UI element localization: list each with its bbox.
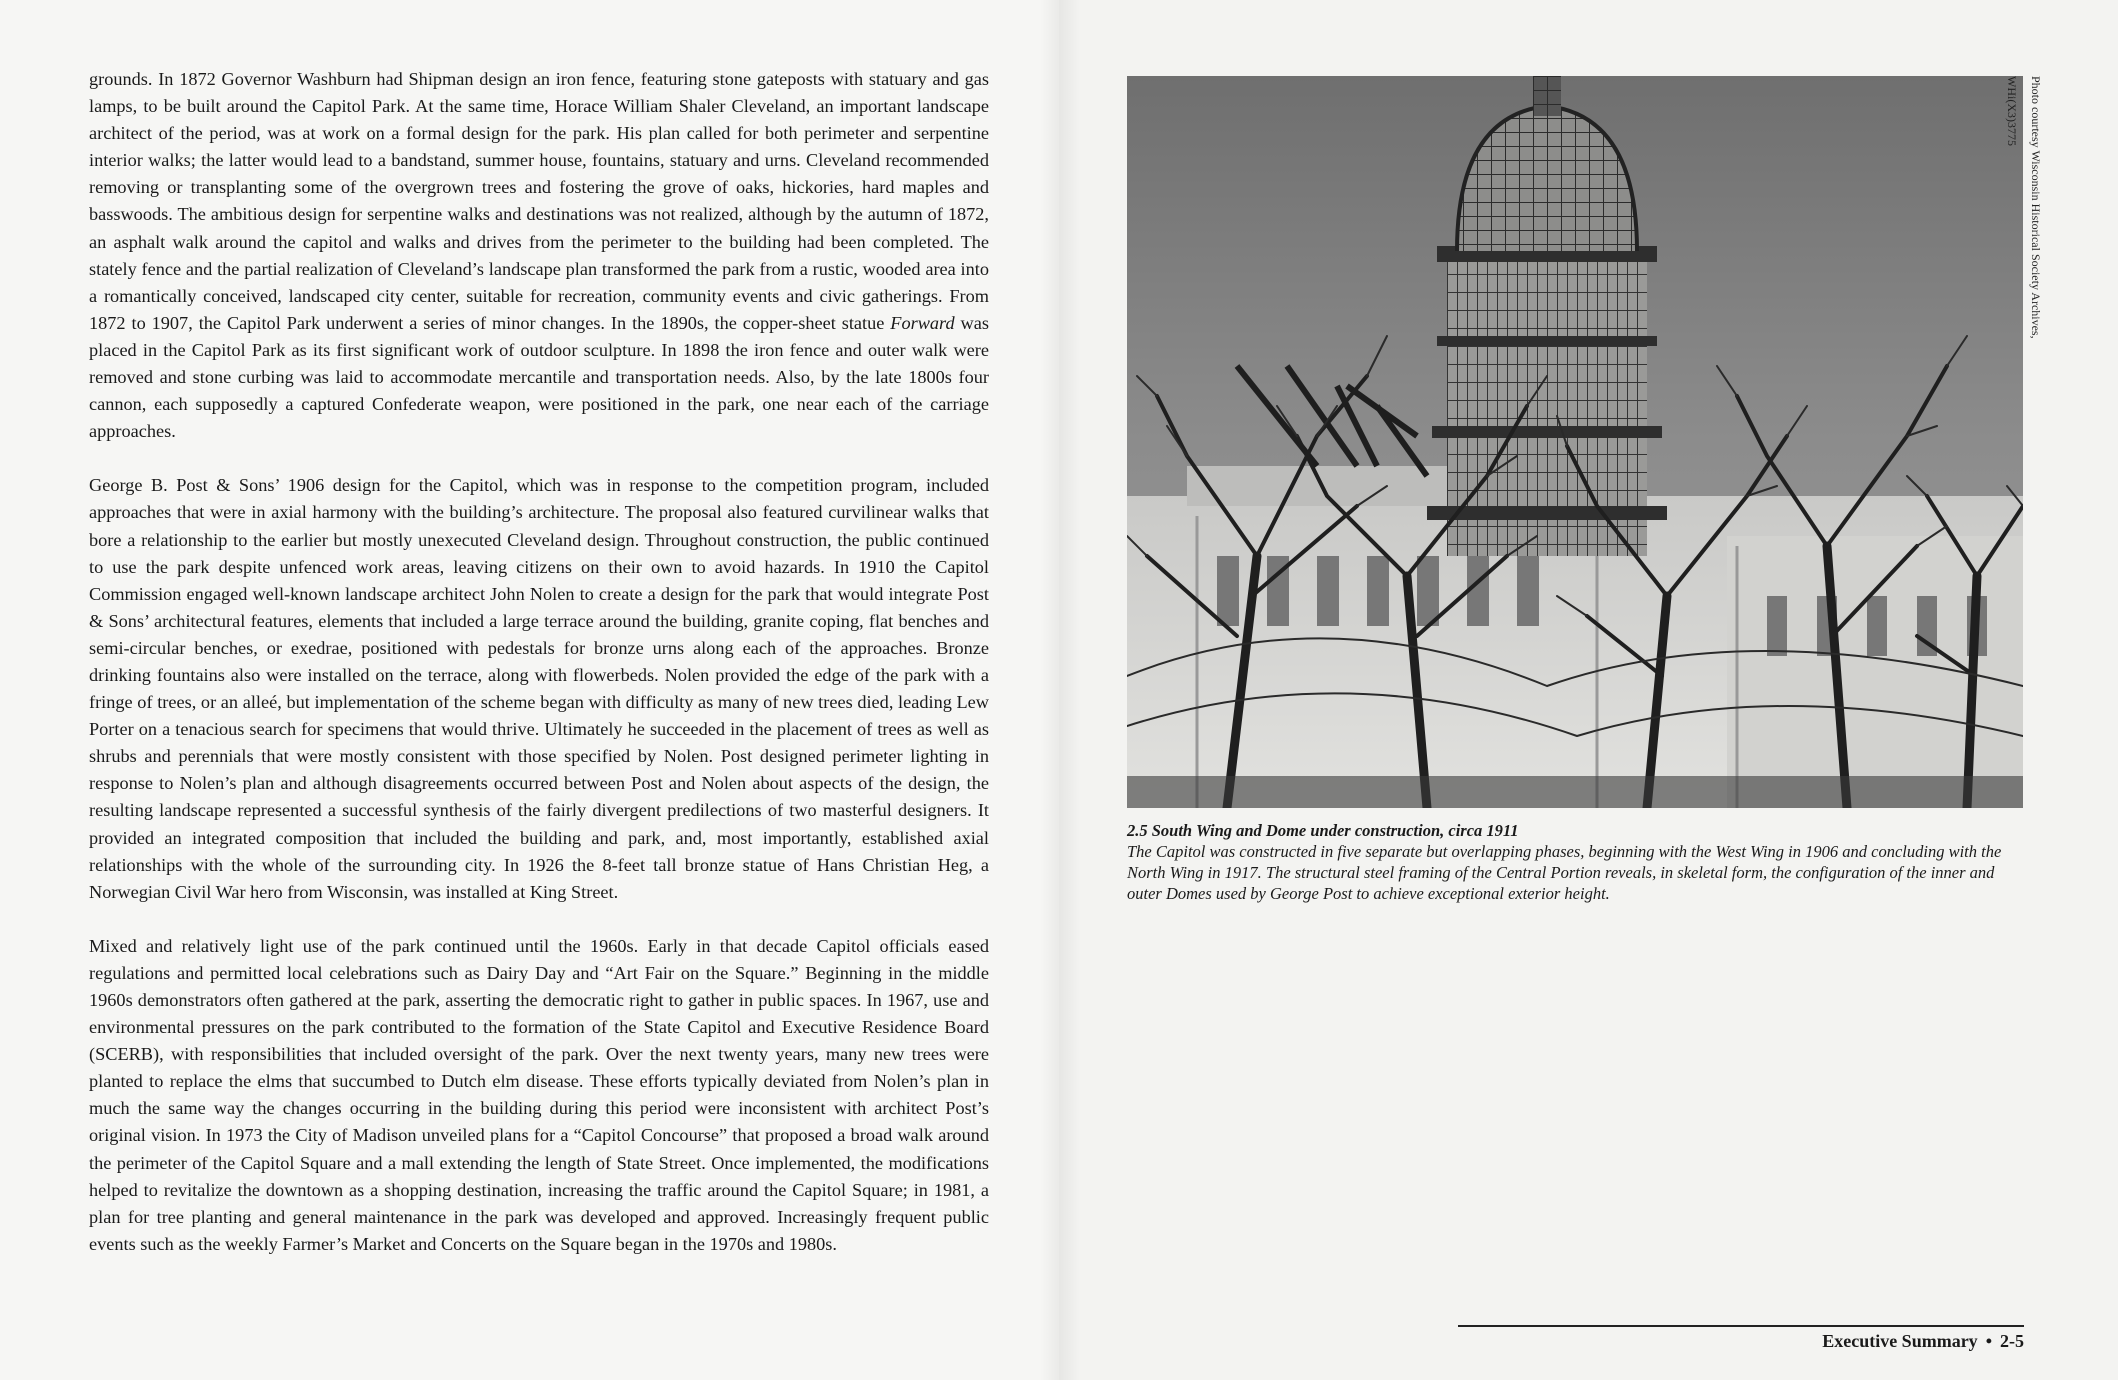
page-footer [1458,1331,2024,1352]
body-text [89,66,989,1285]
footer-section: Executive Summary [1822,1331,1978,1351]
footer-bullet: • [1985,1331,1992,1351]
page-number: 2-5 [2000,1331,2024,1351]
paragraph-3: Mixed and relatively light use of the park continued until the 1960s. Early in that decade Capitol officials eased regulations and permitted local celebrations such as Dairy Day and “Art Fair on the Square.” Beginning in the middle 1960s demonstrators often gathered at the park, asserting the democratic right to gather in public spaces. In 1967, use and environmental pressures on the park contributed to the formation of the State Capitol and Executive Residence Board (SCERB), with responsibilities that included oversight of the park. Over the next twenty years, many new trees were planted to replace the elms that succumbed to Dutch elm disease. These efforts typically deviated from Nolen’s plan in much the same way the changes occurring in the building during this period were inconsistent with architect Post’s original vision. In 1973 the City of Madison unveiled plans for a “Capitol Concourse” that proposed a broad walk around the perimeter of the Capitol Square and a mall extending the length of State Street. Once implemented, the modifications helped to revitalize the downtown as a shopping destination, increasing the traffic around the Capitol Square; in 1981, a plan for tree planting and general maintenance in the park was developed and approved. Increasingly frequent public events such as the weekly Farmer’s Market and Concerts on the Square began in the 1970s and 1980s. [89,935,989,1254]
bleed-through-text [1110,900,2020,1260]
foreground-shadow [1127,776,2023,808]
photo-illustration [1127,76,2023,808]
paragraph-2: George B. Post & Sons’ 1906 design for the Capitol, which was in response to the competition program, included approaches that were in axial harmony with the building’s architecture. The proposal also featured curvilinear walks that bore a relationship to the earlier but mostly unexecuted Cleveland design. Throughout construction, the public continued to use the park despite unfenced work areas, leaving citizens on their own to avoid hazards. In 1910 the Capitol Commission engaged well-known landscape architect John Nolen to create a design for the park that would integrate Post & Sons’ architectural features, elements that included a large terrace around the building, granite coping, flat benches and semi-circular benches, or exedrae, positioned with pedestals for bronze urns along each of the approaches. Bronze drinking fountains also were installed on the terrace, along with flowerbeds. Nolen provided the edge of the park with a fringe of trees, or an alleé, but implementation of the scheme began with difficulty as many of new trees died, leading Lew Porter on a tenacious search for specimens that would thrive. Ultimately he succeeded in the placement of trees as well as shrubs and perennials that were mostly consistent with those specified by Nolen. Post designed perimeter lighting in response to Nolen’s plan and although disagreements occurred between Post and Nolen about aspects of the design, the resulting landscape represented a successful synthesis of the fairly divergent predilections of two masterful designers. It provided an integrated composition that included the building and park, and, most importantly, established axial relationships with the whole of the surrounding city. In 1926 the 8-feet tall bronze statue of Hans Christian Heg, a Norwegian Civil War hero from Wisconsin, was installed at King Street. [89,475,989,902]
caption-body: The Capitol was constructed in five separate but overlapping phases, beginning with the West Wing in 1906 and concluding with the North Wing in 1917. The structural steel framing of the Central Portion reveals, in skeletal form, the configuration of the inner and outer Domes used by George Post to achieve exceptional exterior height. [1127,842,2002,903]
statue-title-forward: Forward [890,312,955,333]
photo-credit: Photo courtesy Wisconsin Historical Society Archives, WHi(X3)3775 [2005,76,2043,339]
caption-title: 2.5 South Wing and Dome under construction, circa 1911 [1127,821,1519,840]
footer-rule [1458,1325,2024,1327]
paragraph-1-after: was placed in the Capitol Park as its first significant work of outdoor sculpture. In 1898 the iron fence and outer walk were removed and stone curbing was laid to accommodate mercantile and transportation needs. Also, by the late 1800s four cannon, each supposedly a captured Confederate weapon, were positioned in the park, one near each of the carriage approaches. [89,312,989,442]
paragraph-1-before: grounds. In 1872 Governor Washburn had Shipman design an iron fence, featuring stone gateposts with statuary and gas lamps, to be built around the Capitol Park. At the same time, Horace William Shaler Cleveland, an important landscape architect of the period, was at work on a formal design for the park. His plan called for both perimeter and serpentine interior walks; the latter would lead to a bandstand, summer house, fountains, statuary and urns. Cleveland recommended removing or transplanting some of the overgrown trees and fostering the grove of oaks, hickories, hard maples and basswoods. The ambitious design for serpentine walks and destinations was not realized, although by the autumn of 1872, an asphalt walk around the capitol and walks and drives from the perimeter to the building had been completed. The stately fence and the partial realization of Cleveland’s landscape plan transformed the park from a rustic, wooded area into a romantically conceived, landscaped city center, suitable for recreation, community events and civic gatherings. From 1872 to 1907, the Capitol Park underwent a series of minor changes. In the 1890s, the copper-sheet statue [89,69,989,333]
page-gutter [1040,0,1080,1380]
capitol-construction-photo [1127,76,2023,808]
figure-caption [1127,820,2027,904]
paragraph-1 [89,66,989,445]
